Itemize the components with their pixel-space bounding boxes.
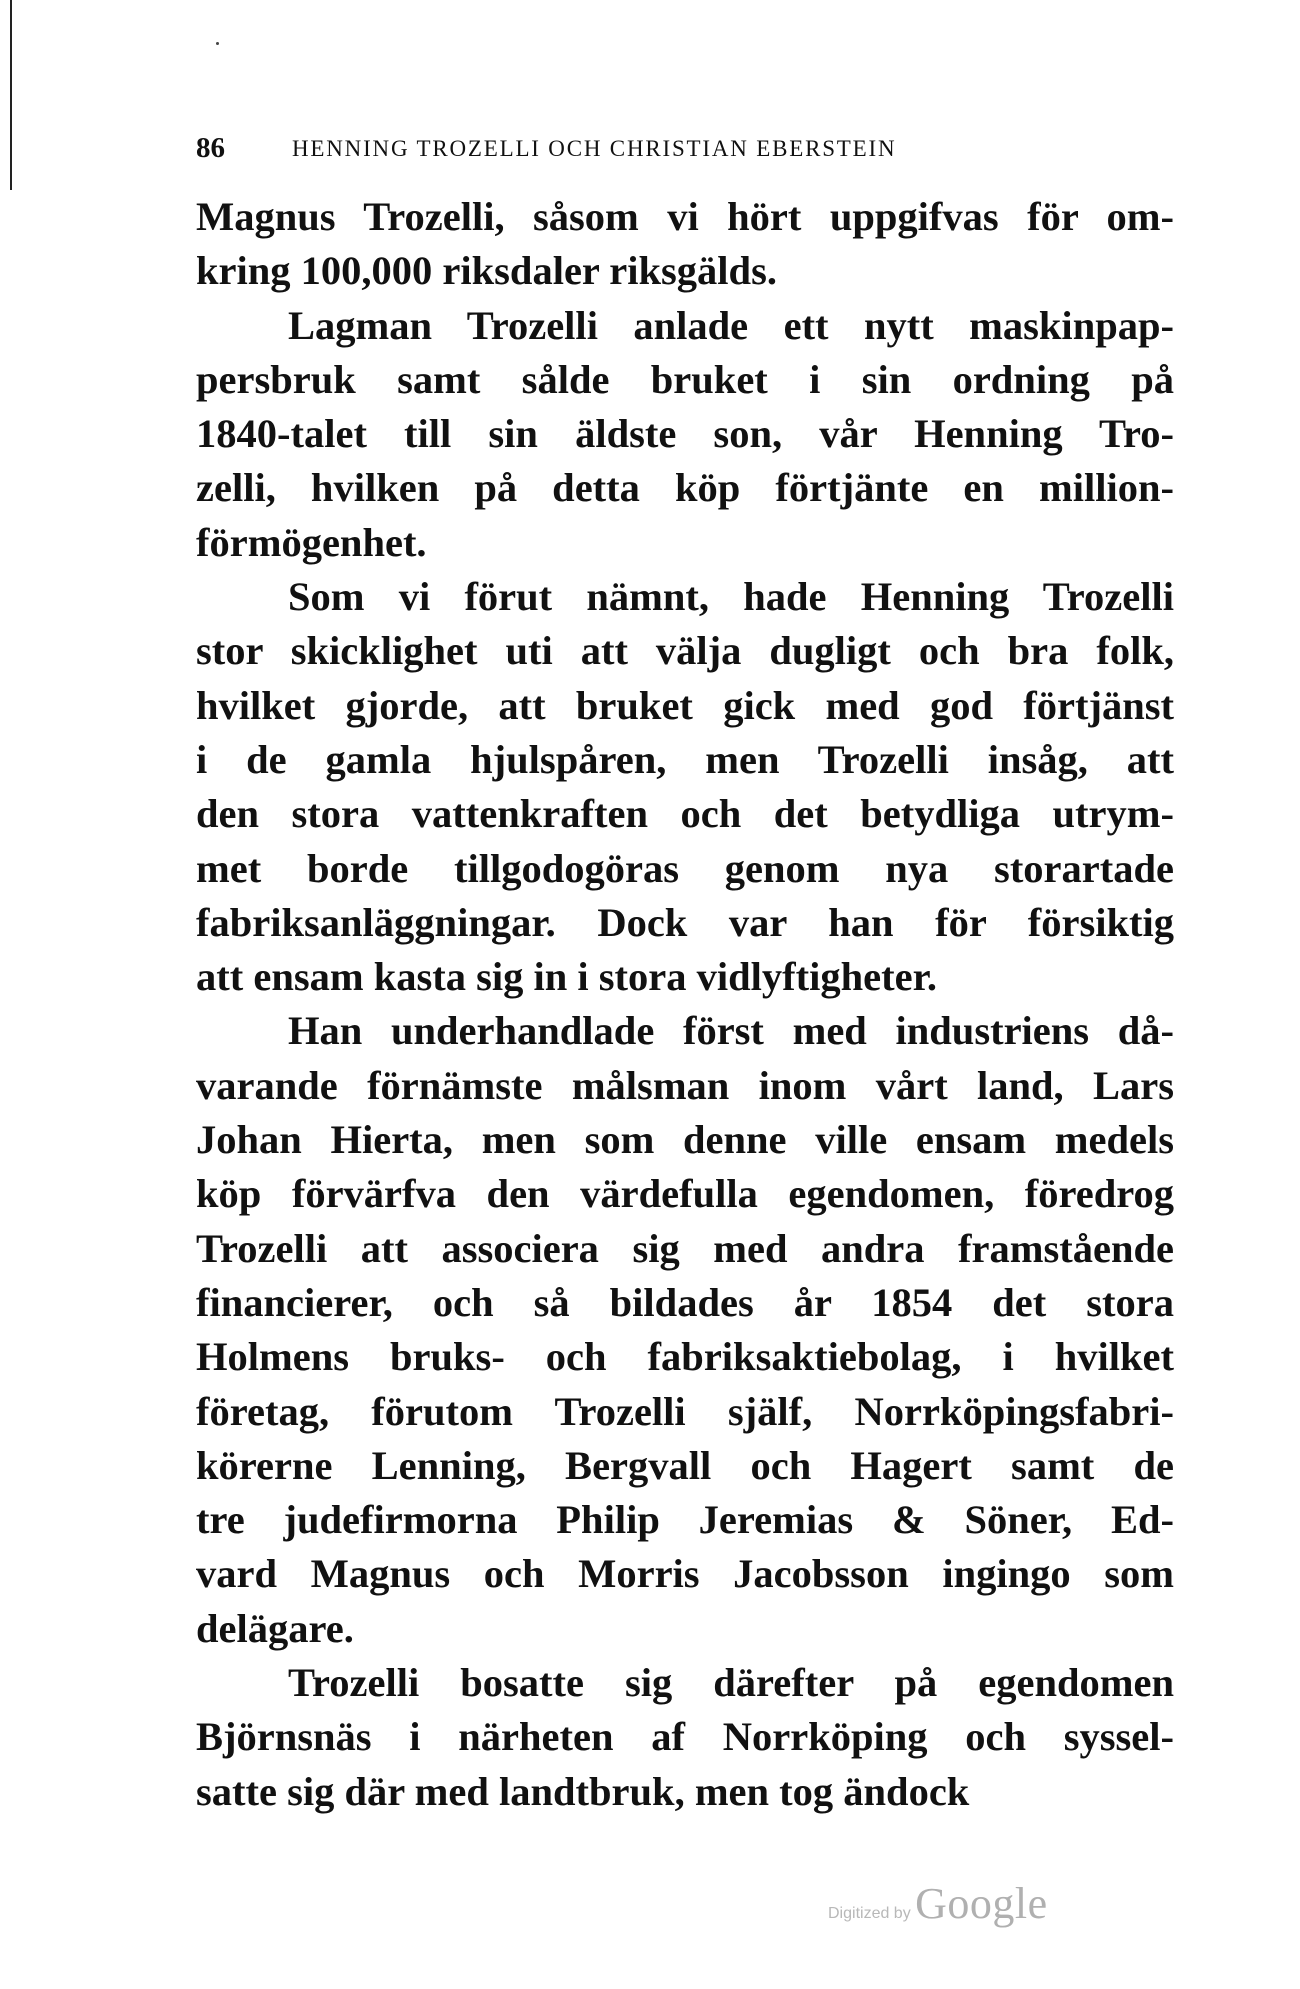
paragraph: [196, 570, 1174, 1004]
text-line: tre judefirmorna Philip Jeremias & Söner, Ed-: [196, 1497, 1174, 1543]
watermark-brand: Google: [915, 1879, 1048, 1928]
text-line: Trozelli bosatte sig därefter på egendomen: [288, 1660, 1174, 1706]
running-head: HENNING TROZELLI OCH CHRISTIAN EBERSTEIN: [292, 136, 897, 161]
text-line: 1840-talet till sin äldste son, vår Henning Tro-: [196, 411, 1174, 457]
text-line: kring 100,000 riksdaler riksgälds.: [196, 248, 777, 294]
text-line: i de gamla hjulspåren, men Trozelli insåg, att: [196, 736, 1174, 782]
text-line: Johan Hierta, men som denne ville ensam medels: [196, 1117, 1174, 1163]
text-line: delägare.: [196, 1605, 354, 1651]
text-line: hvilket gjorde, att bruket gick med god förtjänst: [196, 682, 1174, 728]
text-line: stor skicklighet uti att välja dugligt och bra folk,: [196, 628, 1174, 674]
scan-edge-line: [10, 0, 12, 190]
text-line: Magnus Trozelli, såsom vi hört uppgifvas för om-: [196, 194, 1174, 239]
text-line: satte sig där med landtbruk, men tog ändock: [196, 1768, 970, 1814]
paragraph: [196, 1004, 1174, 1656]
text-line: Holmens bruks- och fabriksaktiebolag, i hvilket: [196, 1334, 1174, 1380]
text-line: den stora vattenkraften och det betydliga utrym-: [196, 791, 1174, 837]
text-line: varande förnämste målsman inom vårt land, Lars: [196, 1062, 1174, 1108]
text-line: persbruk samt sålde bruket i sin ordning på: [196, 356, 1174, 402]
paragraph: [196, 1656, 1174, 1819]
text-line: zelli, hvilken på detta köp förtjänte en million-: [196, 465, 1174, 511]
scan-speck: [216, 42, 219, 45]
page-header: [196, 132, 1176, 172]
text-line: att ensam kasta sig in i stora vidlyftigheter.: [196, 954, 937, 1000]
text-line: Han underhandlade först med industriens då-: [288, 1008, 1174, 1054]
text-line: financierer, och så bildades år 1854 det stora: [196, 1279, 1174, 1325]
text-line: körerne Lenning, Bergvall och Hagert samt de: [196, 1442, 1174, 1488]
digitized-watermark: [828, 1878, 1048, 1928]
paragraph: [196, 299, 1174, 570]
text-line: vard Magnus och Morris Jacobsson ingingo som: [196, 1551, 1174, 1597]
watermark-prefix: Digitized by: [828, 1905, 911, 1922]
text-line: met borde tillgodogöras genom nya storartade: [196, 845, 1174, 891]
page-number: 86: [196, 132, 225, 164]
text-line: förmögenhet.: [196, 519, 427, 565]
text-line: Björnsnäs i närheten af Norrköping och syssel-: [196, 1714, 1174, 1760]
paragraph: [196, 190, 1174, 299]
body-text: [196, 190, 1174, 1819]
text-line: företag, förutom Trozelli själf, Norrköpingsfabri-: [196, 1388, 1174, 1434]
text-line: fabriksanläggningar. Dock var han för försiktig: [196, 899, 1174, 945]
text-line: Trozelli att associera sig med andra framstående: [196, 1225, 1174, 1271]
text-line: Som vi förut nämnt, hade Henning Trozelli: [288, 574, 1174, 620]
text-line: Lagman Trozelli anlade ett nytt maskinpap-: [288, 302, 1174, 348]
text-line: köp förvärfva den värdefulla egendomen, föredrog: [196, 1171, 1174, 1217]
